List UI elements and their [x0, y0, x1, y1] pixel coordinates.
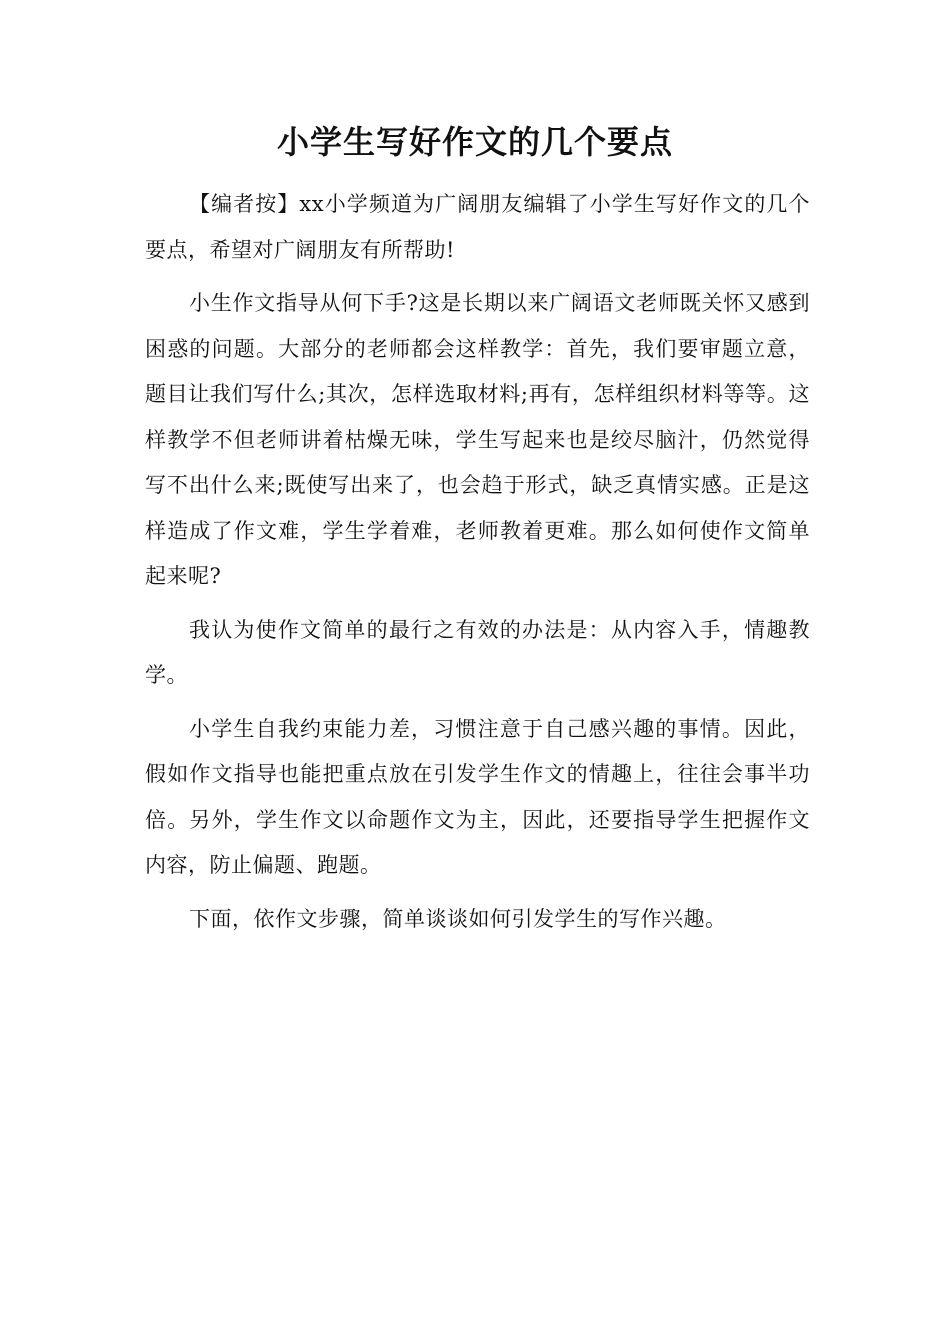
document-title: 小学生写好作文的几个要点 — [276, 123, 673, 161]
paragraph-method: 我认为使作文简单的最行之有效的办法是：从内容入手，情趣教学。 — [145, 617, 810, 687]
paragraph-editor-note: 【编者按】xx小学频道为广阔朋友编辑了小学生写好作文的几个要点，希望对广阔朋友有所帮助! — [145, 192, 810, 262]
paragraph-interest: 小学生自我约束能力差，习惯注意于自己感兴趣的事情。因此，假如作文指导也能把重点放在引发学生作文的情趣上，往往会事半功倍。另外，学生作文以命题作文为主，因此，还要指导学生把握作文内容，防止偏题、跑题。 — [145, 716, 810, 877]
paragraph-intro: 小生作文指导从何下手?这是长期以来广阔语文老师既关怀又感到困惑的问题。大部分的老师都会这样教学：首先，我们要审题立意，题目让我们写什么;其次，怎样选取材料;再有，怎样组织材料等等。这样教学不但老师讲着枯燥无味，学生写起来也是绞尽脑汁，仍然觉得写不出什么来;既使写出来了，也会趋于形式，缺乏真情实感。正是这样造成了作文难，学生学着难，老师教着更难。那么如何使作文简单起来呢? — [145, 291, 810, 588]
paragraph-next: 下面，依作文步骤，简单谈谈如何引发学生的写作兴趣。 — [189, 906, 727, 931]
document-body — [145, 182, 810, 950]
